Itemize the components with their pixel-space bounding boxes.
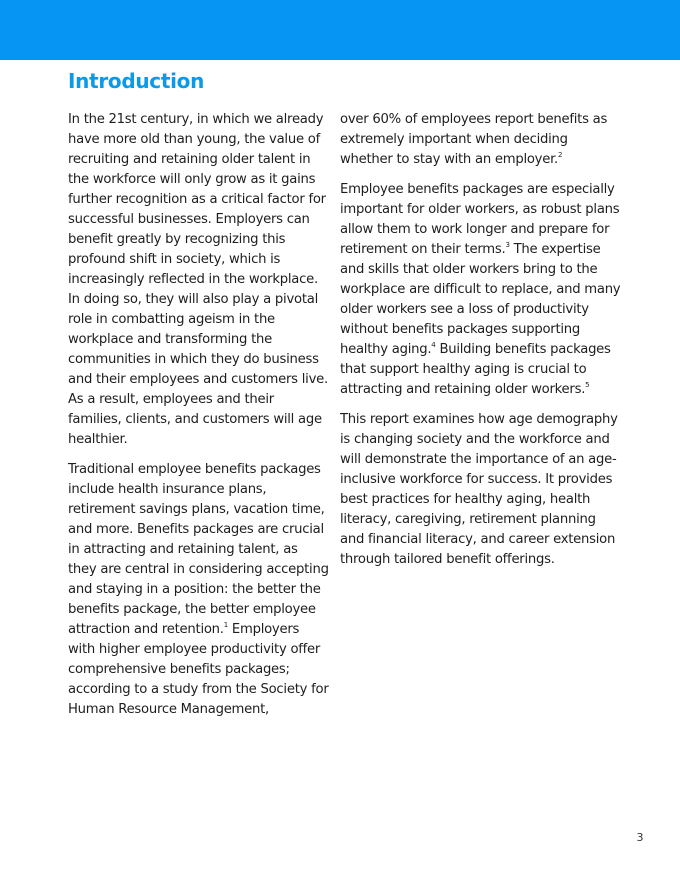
- paragraph-text: Traditional employee benefits packages include health insurance plans, retirement savings plans, vacation time, and more. Benefits packages are crucial in attracting and retaining talent, as they are central in considering accepting and staying in a position: the better the benefits package, the better employee attraction and retention.: [68, 462, 329, 637]
- paragraph-benefits-packages: [68, 460, 330, 720]
- paragraph-continuation: [340, 110, 622, 170]
- paragraph-older-workers: [340, 180, 622, 400]
- paragraph-text: The expertise and skills that older workers bring to the workplace are difficult to replace, and many older workers see a loss of productivity without benefits packages supporting healthy aging.: [340, 242, 621, 357]
- footnote-ref-2: 2: [558, 151, 563, 159]
- footnote-ref-5: 5: [585, 381, 590, 389]
- paragraph-report-overview: This report examines how age demography is changing society and the workforce and will demonstrate the importance of an age-inclusive workforce for success. It provides best practices for healthy aging, health literacy, caregiving, retirement planning and financial literacy, and career extension through tailored benefit offerings.: [340, 412, 618, 567]
- footnote-ref-3: 3: [505, 241, 510, 249]
- page-title: Introduction: [68, 69, 205, 93]
- right-column: [340, 110, 622, 580]
- paragraph-text: Employee benefits packages are especially important for older workers, as robust plans allow them to work longer and prepare for retirement on their terms.: [340, 182, 620, 257]
- left-column: [68, 110, 330, 730]
- paragraph-text: over 60% of employees report benefits as extremely important when deciding whether to stay with an employer.: [340, 112, 608, 167]
- footnote-ref-4: 4: [431, 341, 436, 349]
- footnote-ref-1: 1: [223, 621, 228, 629]
- paragraph-text: Employers with higher employee productivity offer comprehensive benefits packages; according to a study from the Society for Human Resource Management,: [68, 622, 329, 717]
- paragraph-text: Building benefits packages that support healthy aging is crucial to attracting and retaining older workers.: [340, 342, 611, 397]
- page-number: 3: [636, 831, 644, 844]
- header-band: [0, 0, 680, 60]
- paragraph-intro: In the 21st century, in which we already have more old than young, the value of recruiting and retaining older talent in the workforce will only grow as it gains further recognition as a critical factor for successful businesses. Employers can benefit greatly by recognizing this profound shift in society, which is increasingly reflected in the workplace. In doing so, they will also play a pivotal role in combatting ageism in the workplace and transforming the communities in which they do business and their employees and customers live. As a result, employees and their families, clients, and customers will age healthier.: [68, 112, 328, 447]
